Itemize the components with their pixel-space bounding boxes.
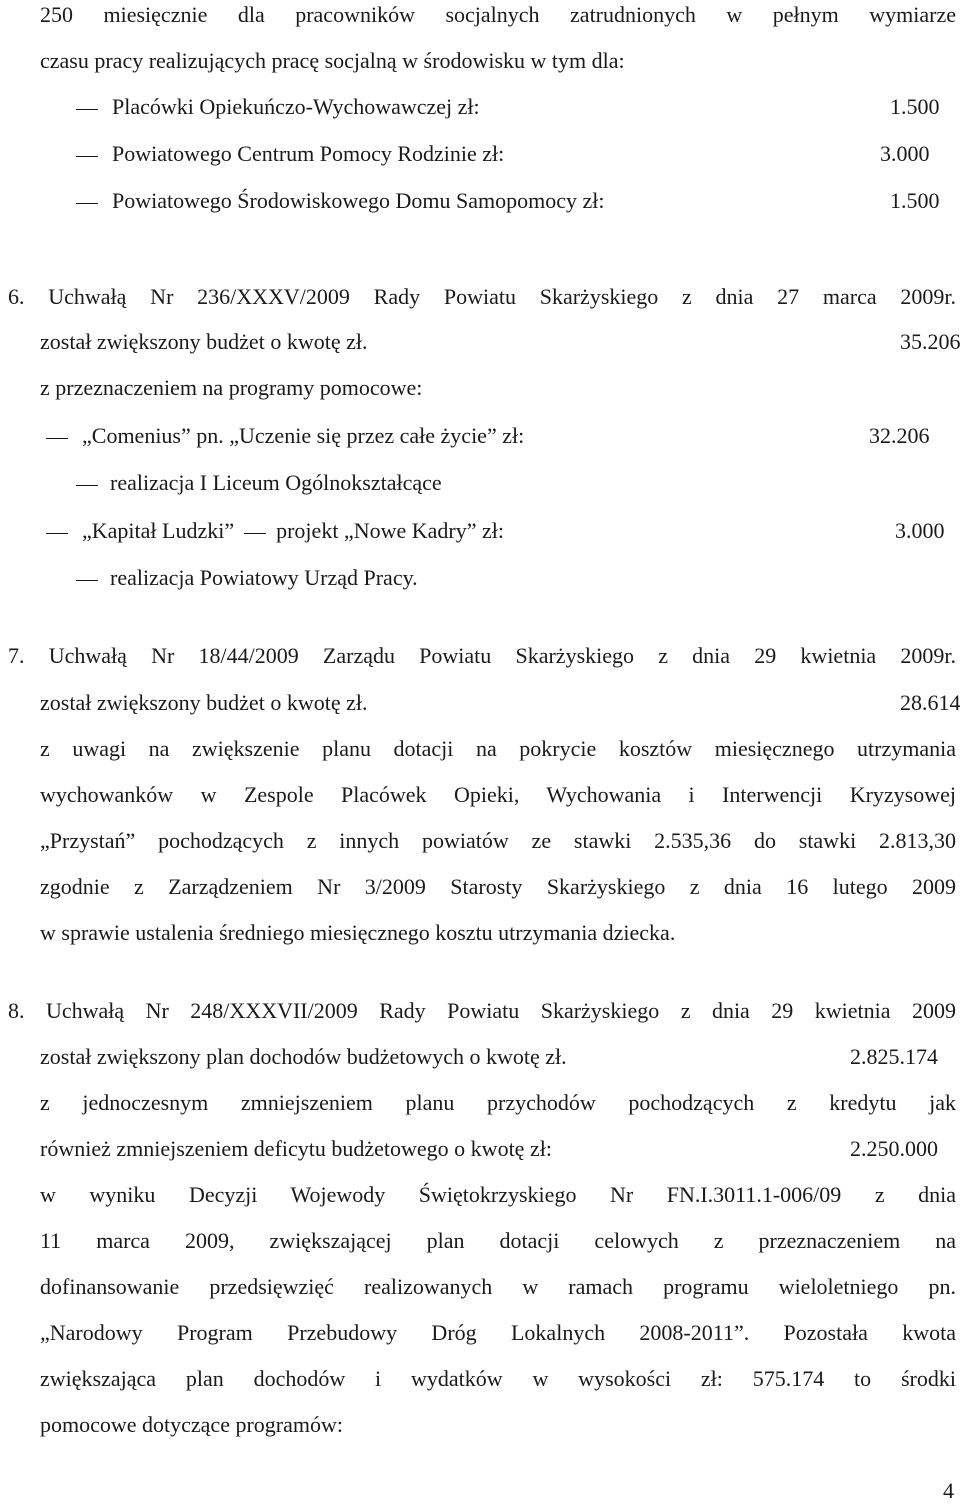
text-line: z przeznaczeniem na programy pomocowe: [40, 375, 423, 400]
text-line: pomocowe dotyczące programów: [40, 1412, 343, 1437]
page-number: 4 [943, 1478, 954, 1503]
text-line: z uwagi na zwiększenie planu dotacji na pokrycie kosztów miesięcznego utrzymania [40, 736, 956, 761]
text-line: został zwiększony plan dochodów budżetowych o kwotę zł. 2.825.174 [40, 1042, 956, 1072]
text-line: dofinansowanie przedsięwzięć realizowanych w ramach programu wieloletniego pn. [40, 1274, 956, 1299]
amount: 35.206 [900, 329, 960, 354]
dash-icon [244, 533, 266, 534]
dash-icon [46, 533, 68, 534]
text-line: „Przystań” pochodzących z innych powiatów ze stawki 2.535,36 do stawki 2.813,30 [40, 828, 956, 853]
text-line: czasu pracy realizujących pracę socjalną w środowisku w tym dla: [40, 48, 625, 73]
section-heading: 7. Uchwałą Nr 18/44/2009 Zarządu Powiatu Skarżyskiego z dnia 29 kwietnia 2009r. [8, 643, 956, 668]
text-line: zwiększająca plan dochodów i wydatków w wysokości zł: 575.174 to środki [40, 1366, 956, 1391]
dash-icon [46, 438, 68, 439]
text-line: „Narodowy Program Przebudowy Dróg Lokalnych 2008-2011”. Pozostała kwota [40, 1320, 956, 1345]
text-line: został zwiększony budżet o kwotę zł. 35.206 [40, 327, 956, 357]
text-line: zgodnie z Zarządzeniem Nr 3/2009 Starosty Skarżyskiego z dnia 16 lutego 2009 [40, 874, 956, 899]
dash-icon [76, 156, 98, 157]
dash-icon [76, 580, 98, 581]
amount: 2.250.000 [850, 1136, 938, 1161]
text-line: również zmniejszeniem deficytu budżetowego o kwotę zł: 2.250.000 [40, 1134, 956, 1164]
bullet-subline: realizacja I Liceum Ogólnokształcące [40, 468, 956, 498]
dash-icon [76, 109, 98, 110]
bullet-item: Powiatowego Środowiskowego Domu Samopomocy zł: 1.500 [40, 186, 956, 216]
bullet-item: „Kapitał Ludzki” projekt „Nowe Kadry” zł: 3.000 [40, 516, 956, 546]
text-line: 11 marca 2009, zwiększającej plan dotacji celowych z przeznaczeniem na [40, 1228, 956, 1253]
text-line: w sprawie ustalenia średniego miesięcznego kosztu utrzymania dziecka. [40, 920, 676, 945]
amount: 3.000 [895, 518, 945, 543]
text-line: został zwiększony budżet o kwotę zł. 28.614 [40, 688, 956, 718]
section-heading: 6. Uchwałą Nr 236/XXXV/2009 Rady Powiatu Skarżyskiego z dnia 27 marca 2009r. [8, 284, 956, 309]
text-line: wychowanków w Zespole Placówek Opieki, Wychowania i Interwencji Kryzysowej [40, 782, 956, 807]
amount: 32.206 [869, 423, 930, 448]
amount: 28.614 [900, 690, 960, 715]
bullet-item: Powiatowego Centrum Pomocy Rodzinie zł: 3.000 [40, 139, 956, 169]
amount: 1.500 [890, 188, 940, 213]
amount: 2.825.174 [850, 1044, 938, 1069]
text-line: w wyniku Decyzji Wojewody Świętokrzyskiego Nr FN.I.3011.1-006/09 z dnia [40, 1182, 956, 1207]
dash-icon [76, 203, 98, 204]
bullet-item: Placówki Opiekuńczo-Wychowawczej zł: 1.500 [40, 92, 956, 122]
bullet-subline: realizacja Powiatowy Urząd Pracy. [40, 563, 956, 593]
dash-icon [76, 485, 98, 486]
section-heading: 8. Uchwałą Nr 248/XXXVII/2009 Rady Powiatu Skarżyskiego z dnia 29 kwietnia 2009 [8, 998, 956, 1023]
amount: 1.500 [890, 94, 940, 119]
bullet-item: „Comenius” pn. „Uczenie się przez całe życie” zł: 32.206 [40, 421, 956, 451]
amount: 3.000 [880, 141, 930, 166]
text-line: 250 miesięcznie dla pracowników socjalnych zatrudnionych w pełnym wymiarze [40, 2, 956, 27]
text-line: z jednoczesnym zmniejszeniem planu przychodów pochodzących z kredytu jak [40, 1090, 956, 1115]
